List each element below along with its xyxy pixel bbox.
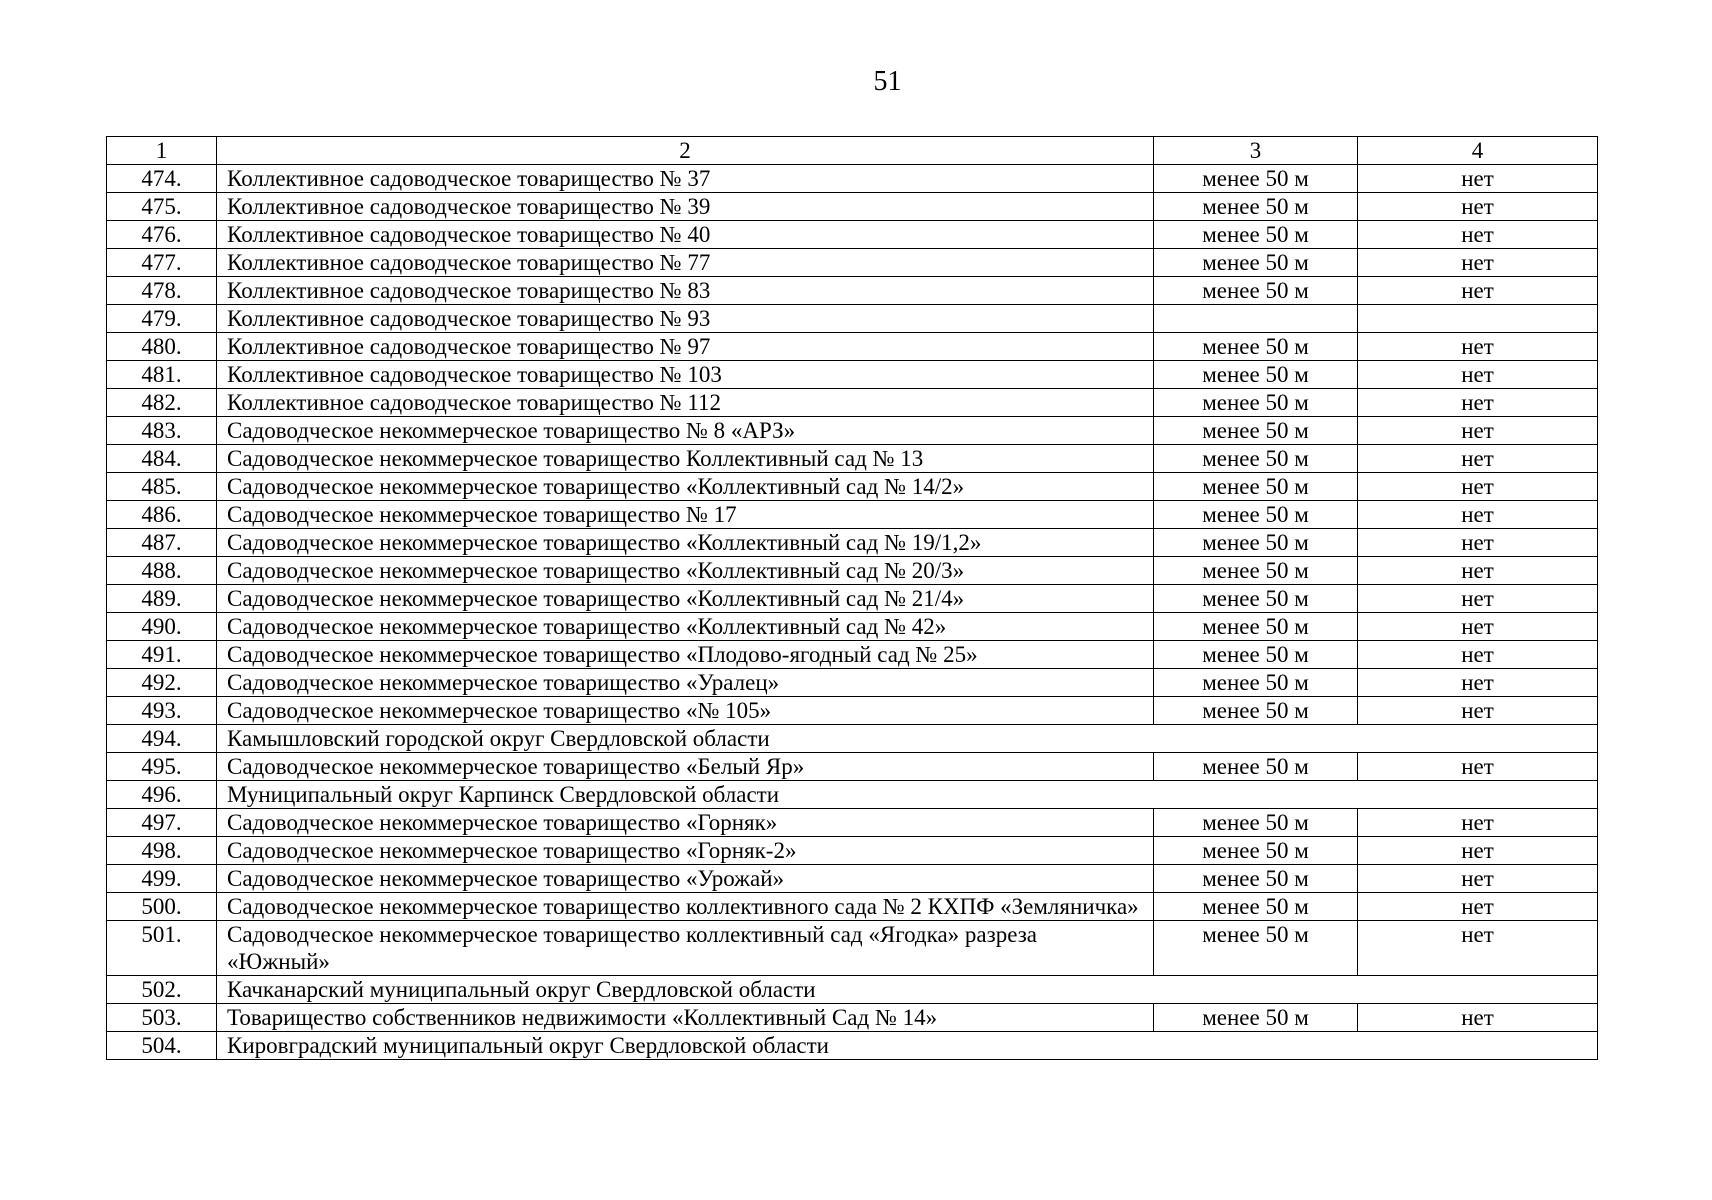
row-distance: менее 50 м [1154, 641, 1358, 669]
row-value: нет [1358, 865, 1598, 893]
row-value: нет [1358, 333, 1598, 361]
table-row [107, 445, 1598, 473]
row-number: 502. [107, 976, 217, 1004]
document-table [106, 136, 1598, 1060]
row-distance: менее 50 м [1154, 1004, 1358, 1032]
section-title: Кировградский муниципальный округ Свердловской области [217, 1032, 1598, 1060]
row-distance: менее 50 м [1154, 445, 1358, 473]
row-name: Коллективное садоводческое товарищество № 83 [217, 277, 1154, 305]
row-number: 503. [107, 1004, 217, 1032]
table-row [107, 473, 1598, 501]
row-number: 497. [107, 809, 217, 837]
row-distance: менее 50 м [1154, 277, 1358, 305]
row-name: Садоводческое некоммерческое товарищество Коллективный сад № 13 [217, 445, 1154, 473]
row-name: Садоводческое некоммерческое товарищество коллективного сада № 2 КХПФ «Земляничка» [217, 893, 1154, 921]
row-value: нет [1358, 613, 1598, 641]
row-number: 477. [107, 249, 217, 277]
row-name: Садоводческое некоммерческое товарищество коллективный сад «Ягодка» разреза «Южный» [217, 921, 1154, 976]
row-name: Садоводческое некоммерческое товарищество «Коллективный сад № 14/2» [217, 473, 1154, 501]
row-value: нет [1358, 361, 1598, 389]
row-number: 479. [107, 305, 217, 333]
row-name: Садоводческое некоммерческое товарищество «Коллективный сад № 42» [217, 613, 1154, 641]
row-number: 482. [107, 389, 217, 417]
row-value: нет [1358, 641, 1598, 669]
table-section-row [107, 725, 1598, 753]
section-title: Качканарский муниципальный округ Свердловской области [217, 976, 1598, 1004]
row-distance: менее 50 м [1154, 165, 1358, 193]
row-value: нет [1358, 753, 1598, 781]
row-name: Садоводческое некоммерческое товарищество «Коллективный сад № 19/1,2» [217, 529, 1154, 557]
row-name: Коллективное садоводческое товарищество № 97 [217, 333, 1154, 361]
row-value: нет [1358, 893, 1598, 921]
row-name: Садоводческое некоммерческое товарищество «Горняк» [217, 809, 1154, 837]
row-number: 492. [107, 669, 217, 697]
row-number: 490. [107, 613, 217, 641]
row-number: 499. [107, 865, 217, 893]
table-row [107, 417, 1598, 445]
row-distance: менее 50 м [1154, 417, 1358, 445]
row-number: 474. [107, 165, 217, 193]
row-number: 504. [107, 1032, 217, 1060]
row-number: 481. [107, 361, 217, 389]
row-distance: менее 50 м [1154, 697, 1358, 725]
table-row [107, 165, 1598, 193]
row-value: нет [1358, 277, 1598, 305]
row-name: Садоводческое некоммерческое товарищество «Коллективный сад № 21/4» [217, 585, 1154, 613]
section-title: Камышловский городской округ Свердловской области [217, 725, 1598, 753]
row-name: Коллективное садоводческое товарищество № 77 [217, 249, 1154, 277]
row-value: нет [1358, 193, 1598, 221]
table-row [107, 305, 1598, 333]
row-distance: менее 50 м [1154, 865, 1358, 893]
row-number: 489. [107, 585, 217, 613]
row-number: 491. [107, 641, 217, 669]
table-section-row [107, 976, 1598, 1004]
table-row [107, 221, 1598, 249]
row-distance [1154, 305, 1358, 333]
row-number: 483. [107, 417, 217, 445]
row-value: нет [1358, 557, 1598, 585]
table-row [107, 893, 1598, 921]
row-number: 475. [107, 193, 217, 221]
section-title: Муниципальный округ Карпинск Свердловской области [217, 781, 1598, 809]
row-distance: менее 50 м [1154, 389, 1358, 417]
row-value: нет [1358, 417, 1598, 445]
row-distance: менее 50 м [1154, 585, 1358, 613]
table-row [107, 697, 1598, 725]
row-distance: менее 50 м [1154, 893, 1358, 921]
table-section-row [107, 1032, 1598, 1060]
header-col-3: 3 [1154, 137, 1358, 165]
table-row [107, 753, 1598, 781]
row-number: 500. [107, 893, 217, 921]
row-value: нет [1358, 389, 1598, 417]
row-distance: менее 50 м [1154, 361, 1358, 389]
row-value: нет [1358, 221, 1598, 249]
row-distance: менее 50 м [1154, 249, 1358, 277]
row-value: нет [1358, 809, 1598, 837]
header-col-2: 2 [217, 137, 1154, 165]
table-row [107, 501, 1598, 529]
table-row [107, 193, 1598, 221]
row-name: Садоводческое некоммерческое товарищество «Коллективный сад № 20/3» [217, 557, 1154, 585]
row-number: 484. [107, 445, 217, 473]
table-body [107, 137, 1598, 1060]
row-number: 496. [107, 781, 217, 809]
row-value: нет [1358, 529, 1598, 557]
row-name: Товарищество собственников недвижимости «Коллективный Сад № 14» [217, 1004, 1154, 1032]
table-row [107, 249, 1598, 277]
row-number: 501. [107, 921, 217, 976]
row-name: Коллективное садоводческое товарищество № 93 [217, 305, 1154, 333]
table-row [107, 333, 1598, 361]
row-name: Коллективное садоводческое товарищество № 40 [217, 221, 1154, 249]
row-distance: менее 50 м [1154, 193, 1358, 221]
table-header-row [107, 137, 1598, 165]
row-distance: менее 50 м [1154, 501, 1358, 529]
table-row [107, 557, 1598, 585]
row-distance: менее 50 м [1154, 837, 1358, 865]
row-name: Коллективное садоводческое товарищество № 39 [217, 193, 1154, 221]
row-name: Садоводческое некоммерческое товарищество «Уралец» [217, 669, 1154, 697]
row-value: нет [1358, 473, 1598, 501]
row-value: нет [1358, 921, 1598, 976]
row-distance: менее 50 м [1154, 921, 1358, 976]
row-name: Садоводческое некоммерческое товарищество «Урожай» [217, 865, 1154, 893]
row-value: нет [1358, 669, 1598, 697]
table-row [107, 809, 1598, 837]
row-number: 480. [107, 333, 217, 361]
row-number: 487. [107, 529, 217, 557]
row-name: Садоводческое некоммерческое товарищество «Горняк-2» [217, 837, 1154, 865]
row-name: Садоводческое некоммерческое товарищество № 17 [217, 501, 1154, 529]
row-distance: менее 50 м [1154, 473, 1358, 501]
page-number: 51 [873, 66, 902, 97]
table-section-row [107, 781, 1598, 809]
row-distance: менее 50 м [1154, 333, 1358, 361]
header-col-4: 4 [1358, 137, 1598, 165]
row-number: 485. [107, 473, 217, 501]
table-row [107, 1004, 1598, 1032]
row-distance: менее 50 м [1154, 529, 1358, 557]
table-row [107, 921, 1598, 976]
table-row [107, 641, 1598, 669]
row-number: 495. [107, 753, 217, 781]
row-name: Садоводческое некоммерческое товарищество «№ 105» [217, 697, 1154, 725]
row-distance: менее 50 м [1154, 613, 1358, 641]
row-distance: менее 50 м [1154, 669, 1358, 697]
row-value: нет [1358, 445, 1598, 473]
row-number: 493. [107, 697, 217, 725]
row-distance: менее 50 м [1154, 809, 1358, 837]
row-value: нет [1358, 165, 1598, 193]
row-value: нет [1358, 249, 1598, 277]
table-row [107, 865, 1598, 893]
row-number: 486. [107, 501, 217, 529]
row-name: Садоводческое некоммерческое товарищество «Плодово-ягодный сад № 25» [217, 641, 1154, 669]
row-distance: менее 50 м [1154, 753, 1358, 781]
row-value: нет [1358, 501, 1598, 529]
row-value: нет [1358, 837, 1598, 865]
row-number: 478. [107, 277, 217, 305]
row-name: Садоводческое некоммерческое товарищество «Белый Яр» [217, 753, 1154, 781]
row-number: 476. [107, 221, 217, 249]
row-value: нет [1358, 1004, 1598, 1032]
row-number: 488. [107, 557, 217, 585]
row-distance: менее 50 м [1154, 221, 1358, 249]
row-name: Коллективное садоводческое товарищество № 112 [217, 389, 1154, 417]
table-row [107, 837, 1598, 865]
table-row [107, 613, 1598, 641]
row-number: 498. [107, 837, 217, 865]
row-name: Коллективное садоводческое товарищество № 37 [217, 165, 1154, 193]
row-value [1358, 305, 1598, 333]
table-row [107, 669, 1598, 697]
table-row [107, 361, 1598, 389]
row-number: 494. [107, 725, 217, 753]
table-row [107, 389, 1598, 417]
table-row [107, 585, 1598, 613]
row-distance: менее 50 м [1154, 557, 1358, 585]
table-row [107, 529, 1598, 557]
row-name: Коллективное садоводческое товарищество № 103 [217, 361, 1154, 389]
row-value: нет [1358, 697, 1598, 725]
header-col-1: 1 [107, 137, 217, 165]
row-name: Садоводческое некоммерческое товарищество № 8 «АРЗ» [217, 417, 1154, 445]
table-row [107, 277, 1598, 305]
row-value: нет [1358, 585, 1598, 613]
